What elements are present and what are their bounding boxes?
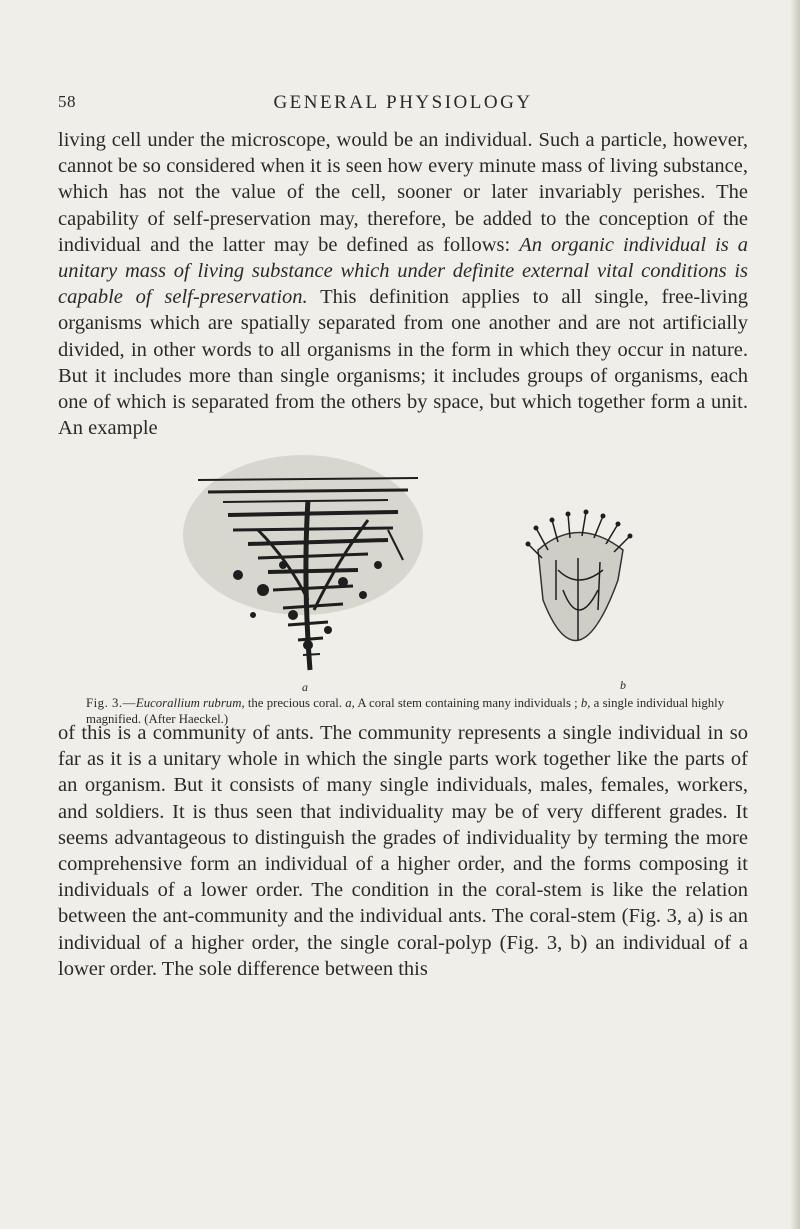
page-number: 58 bbox=[58, 92, 76, 111]
running-head: GENERAL PHYSIOLOGY bbox=[273, 92, 533, 113]
caption-text: the precious coral. bbox=[244, 696, 346, 710]
paragraph-1-text-a: living cell under the microscope, would be an individual. Such a particle, however, cannot be so considered when it is seen how every minute mass of living substance, which has not the value of the cell, sooner or later invariably perishes. The capability of self-preservation may, therefore, be added to the conception of the individual and the latter may be defined as follows: bbox=[58, 129, 748, 256]
figure-label-a: a bbox=[302, 680, 308, 694]
paragraph-2-text: of this is a community of ants. The community represents a single individual in so far as it is a unitary whole in which the single parts work together like the parts of an organism. But it consists of many single individuals, males, females, workers, and soldiers. It is thus seen that individuality may be of very different grades. It seems advantageous to distinguish the grades of individuality by terming the more comprehensive form an individual of a higher order, and the forms composing it individuals of a lower order. The condition in the coral-stem is like the relation between the ant-community and the individual ants. The coral-stem (Fig. 3, a) is an individual of a higher order, the single coral-polyp (Fig. 3, b) an individual of a lower order. The sole difference between this bbox=[58, 722, 748, 980]
page-header bbox=[58, 92, 748, 122]
definition-italic: An organic individual is a unitary mass of living substance which under definite external vital conditions is capable of self-preservation. bbox=[58, 233, 748, 309]
figure-label-b: b bbox=[620, 678, 626, 692]
caption-label-a: a, bbox=[345, 696, 355, 710]
caption-label-b: b, bbox=[580, 696, 591, 710]
coral-figure bbox=[58, 440, 748, 700]
coral-illustration bbox=[58, 440, 748, 700]
single-polyp-drawing bbox=[526, 510, 633, 641]
paragraph-2 bbox=[58, 720, 748, 982]
caption-species: Eucorallium rubrum, bbox=[135, 696, 245, 710]
caption-prefix: Fig. 3.— bbox=[86, 696, 136, 710]
paragraph-1-text-b: This definition applies to all single, free-living organisms which are spatially separated from one another and are not artificially divided, in other words to all organisms in the form in which they occur in nature. But it includes more than single organisms; it includes groups of organisms, each one of which is separated from the others by space, but which together form a unit. An example bbox=[58, 286, 748, 440]
caption-mid: A coral stem containing many individuals ; bbox=[354, 696, 581, 710]
page-edge-shadow bbox=[790, 0, 800, 1229]
coral-stem-drawing bbox=[178, 440, 438, 670]
paragraph-1 bbox=[58, 127, 748, 441]
caption-end: a single individual highly magnified. (After Haeckel.) bbox=[86, 696, 725, 726]
